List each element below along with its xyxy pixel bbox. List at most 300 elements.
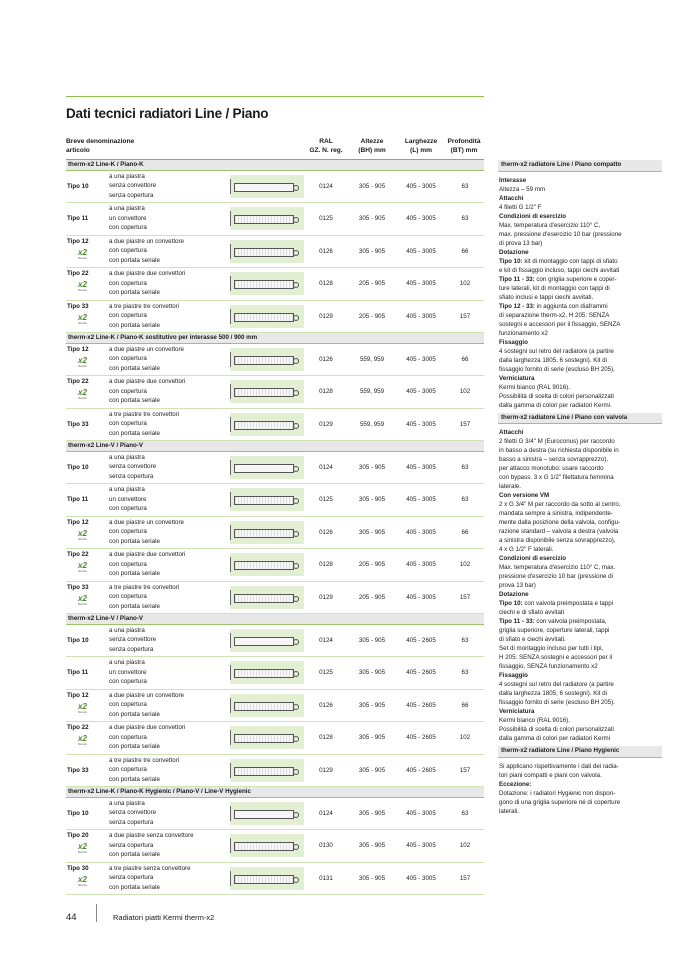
description-line: con copertura xyxy=(109,420,147,428)
row-description xyxy=(109,237,227,266)
description-line: con copertura xyxy=(109,505,147,513)
sidebar-plain: con valvola preimpostata, xyxy=(534,618,607,626)
altezze-value: 559, 959 xyxy=(359,355,385,363)
valve-mark xyxy=(293,315,299,321)
sidebar-line xyxy=(499,437,661,446)
radiator-diagram xyxy=(230,521,304,544)
sidebar-line xyxy=(499,320,661,329)
description-line: con portata seriale xyxy=(109,429,160,437)
radiator-drawing xyxy=(234,388,294,397)
description-line: un convettore xyxy=(109,668,147,676)
ral-value: 0128 xyxy=(319,280,333,287)
sidebar-line xyxy=(499,545,661,554)
sidebar-plain: in aggiunta con diaframmi xyxy=(535,302,608,310)
altezze-value: 305 - 905 xyxy=(358,182,386,190)
altezze-value: 305 - 905 xyxy=(358,701,386,709)
sidebar-plain: laterale. xyxy=(499,483,522,491)
profondita-value: 63 xyxy=(461,182,469,190)
sidebar-bold: Dotazione xyxy=(499,248,529,256)
description-line: senza copertura xyxy=(109,191,154,199)
sidebar-line xyxy=(499,762,661,771)
sidebar-line xyxy=(499,572,661,581)
data-table xyxy=(66,160,484,895)
ral-value: 0125 xyxy=(319,215,333,222)
sidebar-line xyxy=(499,428,661,437)
sidebar-plain: di separazione therm-x2, H 205: SENZA xyxy=(499,311,610,319)
sidebar-line xyxy=(499,491,661,500)
sidebar-line xyxy=(499,599,661,608)
table-row xyxy=(66,582,484,615)
description-line: a due piastre un convettore xyxy=(109,691,184,699)
x2-logo: x2 therm xyxy=(78,528,87,541)
sidebar-bold: Verniciatura xyxy=(499,708,535,716)
table-row xyxy=(66,409,484,442)
table-row xyxy=(66,690,484,723)
sidebar-plain: gono di una griglia superiore né di coperture xyxy=(499,798,621,806)
sidebar-bold: Attacchi xyxy=(499,194,524,202)
description-line: a due piastre senza convettore xyxy=(109,832,194,839)
larghezze-value: 405 - 3005 xyxy=(406,280,436,287)
description-line: con portata seriale xyxy=(109,289,160,297)
sidebar-plain: laterali. xyxy=(499,807,519,815)
sidebar-line xyxy=(499,581,661,590)
header-ral: RAL GZ. N. reg. xyxy=(309,138,343,154)
ral-value: 0124 xyxy=(319,809,333,817)
sidebar-line xyxy=(499,356,661,365)
row-description xyxy=(109,550,227,579)
tipo-label: Tipo 12 xyxy=(67,237,89,245)
sidebar-plain: ciechi e di sfiato avvitati xyxy=(499,609,564,617)
sidebar-plain: H 205: SENZA sostegni e accessori per il xyxy=(499,654,613,662)
description-line: con copertura xyxy=(109,766,147,774)
section-header: therm-x2 Line-V / Piano-V xyxy=(66,441,484,452)
sidebar-line xyxy=(499,662,661,671)
profondita-value: 63 xyxy=(461,463,469,471)
ral-value: 0128 xyxy=(319,734,333,741)
altezze-value: 305 - 905 xyxy=(358,247,386,255)
radiator-diagram xyxy=(230,586,304,609)
sidebar-plain: basso a sinistra – senza sovrapprezzo), xyxy=(499,456,609,464)
larghezze-value: 405 - 3005 xyxy=(406,312,436,320)
valve-mark xyxy=(293,639,299,645)
radiator-diagram xyxy=(230,759,304,782)
x2-logo: x2 therm xyxy=(78,312,87,325)
description-line: a tre piastre tre convettori xyxy=(109,302,180,310)
radiator-drawing xyxy=(234,561,294,570)
sidebar-plain: Set di montaggio incluso per tutti i tipi, xyxy=(499,645,604,653)
sidebar-plain: in basso a destra (su richiesta disponibile in xyxy=(499,447,619,455)
x2-logo: x2 therm xyxy=(78,842,87,854)
valve-mark xyxy=(293,671,299,677)
description-line: con copertura xyxy=(109,678,147,686)
sidebar-bold: Verniciatura xyxy=(499,374,535,382)
altezze-value: 305 - 905 xyxy=(358,809,386,817)
description-line: senza copertura xyxy=(109,874,154,882)
tipo-label: Tipo 33 xyxy=(67,302,89,310)
sidebar-plain: tori piani compatti e piani con valvola. xyxy=(499,771,602,779)
description-line: senza convettore xyxy=(109,182,157,190)
description-line: senza copertura xyxy=(109,818,154,826)
sidebar-bold: Attacchi xyxy=(499,429,524,437)
altezze-value: 305 - 905 xyxy=(358,496,386,503)
sidebar-bold: Fissaggio xyxy=(499,338,528,346)
altezze-value: 205 - 905 xyxy=(358,593,386,601)
valve-mark xyxy=(293,358,299,364)
ral-value: 0128 xyxy=(319,561,333,568)
sidebar-box-title: therm-x2 radiatore Line / Piano con valvola xyxy=(498,413,662,425)
sidebar-line xyxy=(499,807,661,816)
radiator-diagram xyxy=(230,413,304,436)
row-description xyxy=(109,723,227,752)
radiator-diagram xyxy=(230,456,304,479)
description-line: a una piastra xyxy=(109,626,145,634)
tipo-label: Tipo 30 xyxy=(67,864,89,872)
sidebar-line xyxy=(499,194,661,203)
x2-logo: x2 therm xyxy=(78,388,87,400)
tipo-label: Tipo 10 xyxy=(67,809,89,817)
sidebar-plain: di prova 13 bar) xyxy=(499,239,543,247)
row-description xyxy=(109,345,227,374)
description-line: con copertura xyxy=(109,247,147,255)
larghezze-value: 405 - 3005 xyxy=(406,182,436,190)
larghezze-value: 405 - 3005 xyxy=(406,561,436,568)
sidebar-line xyxy=(499,293,661,302)
description-line: con portata seriale xyxy=(109,743,160,751)
radiator-drawing xyxy=(234,842,294,851)
sidebar-line xyxy=(499,689,661,698)
sidebar-plain: a sinistra disponibile senza sovrapprezzo), xyxy=(499,537,616,545)
row-description xyxy=(109,518,227,547)
valve-mark xyxy=(293,250,299,256)
row-description xyxy=(109,204,227,233)
sidebar-line xyxy=(499,608,661,617)
row-description xyxy=(109,626,227,655)
sidebar-bold: Dotazione xyxy=(499,591,529,599)
description-line: a tre piastre tre convettori xyxy=(109,756,180,764)
tipo-label: Tipo 12 xyxy=(67,345,89,353)
description-line: con copertura xyxy=(109,387,147,395)
radiator-diagram xyxy=(230,661,304,684)
description-line: con copertura xyxy=(109,355,147,363)
radiator-diagram xyxy=(230,834,304,857)
description-line: con portata seriale xyxy=(109,602,160,610)
altezze-value: 305 - 905 xyxy=(358,734,386,741)
sidebar-line xyxy=(499,374,661,383)
ral-value: 0128 xyxy=(319,388,333,395)
sidebar-line xyxy=(499,617,661,626)
sidebar-line xyxy=(499,518,661,527)
sidebar-plain: mente dalla posizione della valvola, configu- xyxy=(499,519,621,527)
larghezze-value: 405 - 2605 xyxy=(406,669,436,676)
sidebar-plain: ture laterali, kit di montaggio con tappi di xyxy=(499,284,610,292)
valve-mark xyxy=(293,596,299,602)
table-row xyxy=(66,301,484,334)
tipo-label: Tipo 22 xyxy=(67,270,89,277)
x2-logo: x2 therm xyxy=(78,355,87,368)
radiator-drawing xyxy=(234,421,294,430)
sidebar-line xyxy=(499,455,661,464)
altezze-value: 305 - 905 xyxy=(358,463,386,471)
description-line: con copertura xyxy=(109,279,147,287)
altezze-value: 305 - 905 xyxy=(358,636,386,644)
row-description xyxy=(109,302,227,331)
larghezze-value: 405 - 3005 xyxy=(406,215,436,222)
description-line: a una piastra xyxy=(109,205,145,212)
valve-mark xyxy=(293,531,299,537)
profondita-value: 63 xyxy=(461,636,469,644)
section-header: therm-x2 Line-K / Piano-K sostitutivo per interasse 500 / 900 mm xyxy=(66,333,484,344)
sidebar-line xyxy=(499,329,661,338)
radiator-diagram xyxy=(230,553,304,576)
sidebar-plain: 2 filetti G 3/4" M (Euroconus) per raccordo xyxy=(499,438,615,446)
x2-logo: x2 therm xyxy=(78,734,87,746)
sidebar-plain: Max. temperatura d'esercizio 110° C, xyxy=(499,221,601,229)
row-description xyxy=(109,658,227,687)
description-line: con portata seriale xyxy=(109,364,160,372)
larghezze-value: 405 - 2605 xyxy=(406,734,436,741)
radiator-diagram xyxy=(230,175,304,198)
x2-logo: x2 therm xyxy=(78,247,87,260)
sidebar-line xyxy=(499,401,661,410)
profondita-value: 66 xyxy=(461,528,469,536)
sidebar-line xyxy=(499,671,661,680)
table-row xyxy=(66,657,484,690)
sidebar-plain: Possibilità di scelta di colori personalizzati xyxy=(499,726,614,734)
sidebar-line xyxy=(499,464,661,473)
x2-logo: x2 therm xyxy=(78,701,87,714)
sidebar-line xyxy=(499,798,661,807)
larghezze-value: 405 - 3005 xyxy=(406,874,436,882)
profondita-value: 157 xyxy=(459,420,471,428)
sidebar-line xyxy=(499,789,661,798)
radiator-drawing xyxy=(234,215,294,224)
altezze-value: 205 - 905 xyxy=(358,312,386,320)
sidebar-line xyxy=(499,635,661,644)
row-description xyxy=(109,377,227,406)
sidebar-plain: 4 x G 1/2" F laterali. xyxy=(499,546,554,554)
larghezze-value: 405 - 3005 xyxy=(406,809,436,817)
radiator-diagram xyxy=(230,726,304,749)
sidebar-plain: Max. temperatura d'esercizio 110° C, max. xyxy=(499,564,616,572)
table-row xyxy=(66,625,484,658)
altezze-value: 559, 959 xyxy=(359,420,385,428)
description-line: a due piastre due convettori xyxy=(109,270,186,277)
sidebar-plain: e kit di fissaggio incluso, tappi ciechi avvitati xyxy=(499,266,620,274)
sidebar-box-title: therm-x2 radiatore Line / Piano Hygienic xyxy=(498,746,662,758)
ral-value: 0131 xyxy=(319,874,333,882)
ral-value: 0125 xyxy=(319,669,333,676)
sidebar-plain: sfiato inclusi e tappi ciechi avvitati. xyxy=(499,293,594,301)
radiator-drawing xyxy=(234,529,294,538)
sidebar-line xyxy=(499,302,661,311)
sidebar-plain: max. pressione d'esercizio 10 bar (pressione xyxy=(499,230,622,238)
description-line: a tre piastre tre convettori xyxy=(109,583,180,591)
radiator-drawing xyxy=(234,637,294,646)
table-row xyxy=(66,171,484,204)
valve-mark xyxy=(293,877,299,883)
sidebar-text xyxy=(498,762,662,816)
altezze-value: 205 - 905 xyxy=(358,280,386,287)
description-line: con copertura xyxy=(109,224,147,232)
sidebar-plain: mandata sempre a sinistra, indipendente- xyxy=(499,510,613,518)
sidebar-plain: prova 13 bar) xyxy=(499,582,536,590)
row-description xyxy=(109,410,227,439)
valve-mark xyxy=(293,390,299,396)
description-line: a due piastre un convettore xyxy=(109,345,184,353)
ral-value: 0129 xyxy=(319,420,333,428)
sidebar-line xyxy=(499,644,661,653)
profondita-value: 102 xyxy=(459,734,471,741)
description-line: a due piastre due convettori xyxy=(109,551,186,558)
valve-mark xyxy=(293,466,299,472)
ral-value: 0129 xyxy=(319,766,333,774)
sidebar-line xyxy=(499,338,661,347)
profondita-value: 157 xyxy=(459,766,471,774)
description-line: a una piastra xyxy=(109,486,145,493)
radiator-diagram xyxy=(230,629,304,652)
ral-value: 0130 xyxy=(319,842,333,849)
description-line: a una piastra xyxy=(109,799,145,807)
sidebar-bold: Tipo 12 - 33: xyxy=(499,302,535,310)
profondita-value: 102 xyxy=(459,561,471,568)
radiator-diagram xyxy=(230,272,304,295)
x2-logo: x2 therm xyxy=(78,593,87,606)
tipo-label: Tipo 22 xyxy=(67,551,89,558)
table-row xyxy=(66,268,484,301)
sidebar-plain: Si applicano rispettivamente i dati dei radia- xyxy=(499,762,619,770)
valve-mark xyxy=(293,185,299,191)
table-row xyxy=(66,203,484,236)
sidebar-plain: funzionamento x2 xyxy=(499,329,548,337)
valve-mark xyxy=(293,704,299,710)
radiator-diagram xyxy=(230,694,304,717)
radiator-drawing xyxy=(234,183,294,192)
sidebar-line xyxy=(499,284,661,293)
tipo-label: Tipo 12 xyxy=(67,518,89,526)
sidebar xyxy=(498,160,662,816)
profondita-value: 63 xyxy=(461,809,469,817)
radiator-diagram xyxy=(230,380,304,403)
sidebar-plain: Kermi bianco (RAL 9016). xyxy=(499,717,570,725)
altezze-value: 305 - 905 xyxy=(358,528,386,536)
profondita-value: 66 xyxy=(461,247,469,255)
ral-value: 0126 xyxy=(319,701,333,709)
description-line: un convettore xyxy=(109,214,147,222)
table-row xyxy=(66,344,484,377)
table-row xyxy=(66,830,484,863)
sidebar-plain: fissaggio fornito di serie (escluso BH 205). xyxy=(499,699,615,707)
sidebar-plain: Altezza – 59 mm xyxy=(499,185,546,193)
profondita-value: 157 xyxy=(459,593,471,601)
sidebar-plain: per attacco monotubo: usare raccordo xyxy=(499,465,604,473)
sidebar-line xyxy=(499,527,661,536)
sidebar-plain: dalla larghezza 1805, 6 sostegni). Kit di xyxy=(499,690,608,698)
altezze-value: 305 - 905 xyxy=(358,766,386,774)
tipo-label: Tipo 33 xyxy=(67,420,89,428)
sidebar-line xyxy=(499,716,661,725)
row-description xyxy=(109,453,227,482)
valve-mark xyxy=(293,423,299,429)
sidebar-bold: Condizioni di esercizio xyxy=(499,212,567,220)
sidebar-text xyxy=(498,176,662,410)
sidebar-plain: dalla gamma di colori per radiatori Kermi. xyxy=(499,401,612,409)
sidebar-bold: Tipo 10: xyxy=(499,600,523,608)
larghezze-value: 405 - 3005 xyxy=(406,463,436,471)
sidebar-line xyxy=(499,500,661,509)
sidebar-line xyxy=(499,185,661,194)
sidebar-bold: Tipo 10: xyxy=(499,257,523,265)
sidebar-line xyxy=(499,680,661,689)
top-rule xyxy=(66,96,484,97)
radiator-diagram xyxy=(230,305,304,328)
sidebar-line xyxy=(499,626,661,635)
radiator-drawing xyxy=(234,767,294,776)
sidebar-line xyxy=(499,590,661,599)
ral-value: 0124 xyxy=(319,182,333,190)
sidebar-plain: dalla gamma di colori per radiatori Kermi xyxy=(499,735,611,743)
sidebar-line xyxy=(499,482,661,491)
profondita-value: 102 xyxy=(459,280,471,287)
ral-value: 0126 xyxy=(319,528,333,536)
sidebar-line xyxy=(499,563,661,572)
header-denominazione: Breve denominazione articolo xyxy=(66,138,135,154)
tipo-label: Tipo 10 xyxy=(67,636,89,644)
sidebar-line xyxy=(499,698,661,707)
description-line: a due piastre un convettore xyxy=(109,518,184,526)
profondita-value: 66 xyxy=(461,701,469,709)
table-row xyxy=(66,722,484,755)
sidebar-plain: fissaggio, SENZA funzionamento x2 xyxy=(499,663,598,671)
description-line: a una piastra xyxy=(109,659,145,666)
sidebar-plain: 4 filetti G 1/2" F xyxy=(499,203,542,211)
description-line: con portata seriale xyxy=(109,256,160,264)
x2-logo: x2 therm xyxy=(78,874,87,887)
table-row xyxy=(66,863,484,896)
altezze-value: 559, 959 xyxy=(359,388,385,395)
sidebar-plain: con bypass. 3 x G 1/2" filettatura femmina xyxy=(499,474,614,482)
sidebar-line xyxy=(499,212,661,221)
valve-mark xyxy=(293,844,299,850)
description-line: a una piastra xyxy=(109,453,145,461)
sidebar-line xyxy=(499,707,661,716)
description-line: senza copertura xyxy=(109,472,154,480)
row-description xyxy=(109,799,227,828)
description-line: a una piastra xyxy=(109,172,145,180)
sidebar-plain: dalla larghezza 1805, 6 sostegni). Kit di xyxy=(499,356,608,364)
altezze-value: 305 - 905 xyxy=(358,842,386,849)
sidebar-line xyxy=(499,176,661,185)
tipo-label: Tipo 11 xyxy=(67,496,89,503)
description-line: con portata seriale xyxy=(109,775,160,783)
header-larghezze: Larghezze (L) mm xyxy=(404,138,438,154)
sidebar-line xyxy=(499,275,661,284)
profondita-value: 102 xyxy=(459,388,471,395)
sidebar-text xyxy=(498,428,662,743)
larghezze-value: 405 - 2605 xyxy=(406,636,436,644)
ral-value: 0125 xyxy=(319,496,333,503)
row-description xyxy=(109,864,227,893)
sidebar-bold: Fissaggio xyxy=(499,672,528,680)
valve-mark xyxy=(293,812,299,818)
radiator-drawing xyxy=(234,313,294,322)
sidebar-plain: con valvola preimpostata e tappi xyxy=(522,600,614,608)
radiator-drawing xyxy=(234,464,294,473)
row-description xyxy=(109,583,227,612)
radiator-diagram xyxy=(230,867,304,890)
valve-mark xyxy=(293,563,299,569)
table-row xyxy=(66,517,484,550)
description-line: con copertura xyxy=(109,701,147,709)
